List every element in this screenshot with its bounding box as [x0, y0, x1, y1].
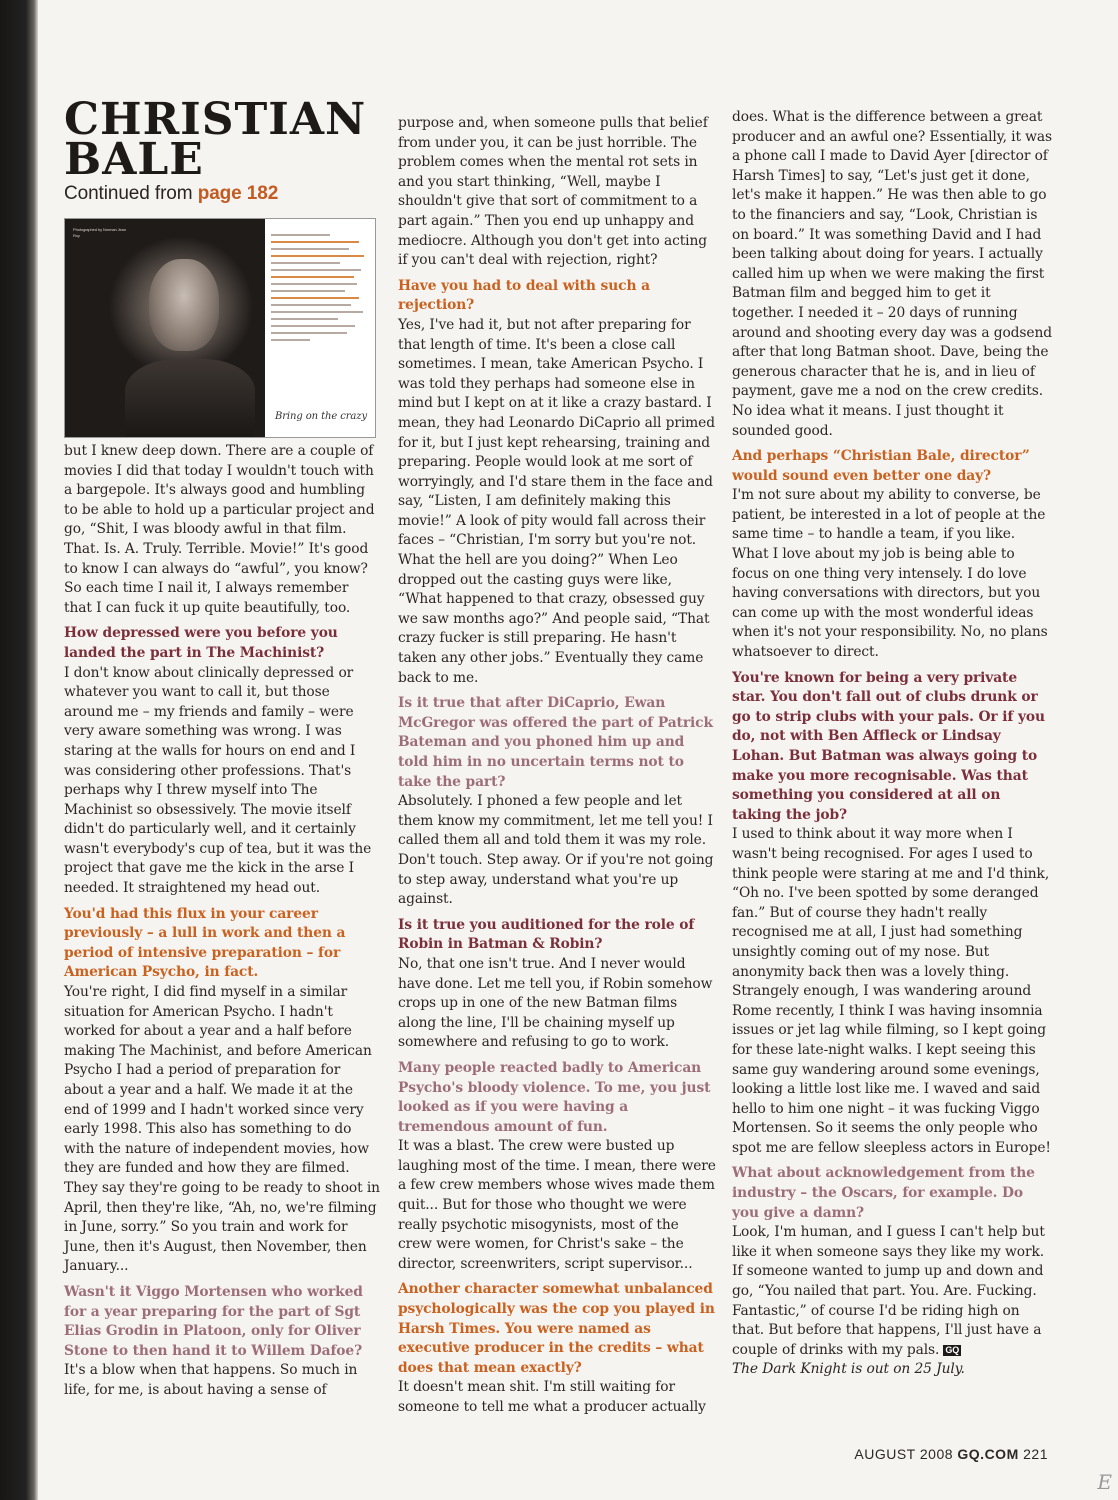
interview-answer: I don't know about clinically depressed or whatever you want to call it, but those around me – my friends and family – were very aware something was wrong. I was staring at the walls for hours on end and I was considering other professions. That's perhaps why I threw myself into The Machinist so obsessively. The movie itself didn't do particularly well, and it certainly wasn't everybody's cup of tea, but it was the project that gave me the kick in the arse I needed. It straightened my head out. — [64, 664, 372, 897]
continued-prefix: Continued from — [64, 183, 198, 204]
column-1-body — [64, 442, 380, 1401]
footer-page-number: 221 — [1018, 1446, 1048, 1462]
column-3-body — [732, 108, 1054, 1380]
interview-answer: I'm not sure about my ability to converse, be patient, be interested in a lot of people at the same time – to handle a team, if you like. What I love about my job is being able to focus on one thing very intensely. I do love having conversations with directors, but you can come up with the most wonderful ideas when it's not your responsibility. No, no plans whatsoever to direct. — [732, 487, 1048, 661]
interview-answer: I used to think about it way more when I wasn't being recognised. For ages I used to think people were staring at me and I'd think, “Oh no. I've been spotted by some deranged fan.” But of course they hadn't really recognised me at all, I just had something unsightly coming out of my nose. But anonymity back then was a lovely thing. Strangely enough, I was wandering around Rome recently, I think I was having insomnia issues or jet lag while filming, so I kept going for these late-night walks. I kept seeing this same guy wandering around some evenings, looking a little lost like me. I waved and said hello to him one night – it was fucking Viggo Mortensen. So it seems the only people who spot me are fellow sleepless actors in Europe! — [732, 826, 1051, 1156]
article-photo — [64, 218, 376, 438]
interview-answer: It was a blast. The crew were busted up laughing most of the time. I mean, there were a few crew members whose wives made them quit... But for those who thought we were really psychotic misogynists, most of the crew were women, for Christ's sake – the director, screenwriters, script supervisor... — [398, 1138, 716, 1272]
interview-answer: It's a blow when that happens. So much in life, for me, is about having a sense of — [64, 1362, 358, 1398]
release-note: The Dark Knight is out on 25 July. — [732, 1361, 965, 1378]
interview-answer: You're right, I did find myself in a similar situation for American Psycho. I hadn't worked for about a year and a half before making The Machinist, and before American Psycho I had a period of preparation for about a year and a half. We made it at the end of 1999 and I hadn't worked since very early 1998. This also has something to do with the nature of independent movies, how they are funded and how they are filmed. They say they're going to be ready to shoot in April, then they're like, “Ah, no, we're filming in June, sorry.” So you train and work for June, then it's August, then November, then January... — [64, 984, 380, 1275]
interview-question: Many people reacted badly to American Psycho's bloody violence. To me, you just looked as if you were having a tremendous amount of fun. — [398, 1059, 711, 1135]
portrait-face — [149, 259, 219, 351]
interview-question: Is it true that after DiCaprio, Ewan McGregor was offered the part of Patrick Bateman and you phoned him up and told him in no uncertain terms not to take the part? — [398, 695, 713, 790]
continued-line — [64, 182, 380, 206]
interview-answer: It doesn't mean shit. I'm still waiting for someone to tell me what a producer actually — [398, 1379, 706, 1415]
column-1 — [64, 94, 380, 1401]
photo-caption: Bring on the crazy — [274, 411, 367, 423]
cover-text-block — [271, 229, 369, 429]
interview-question: Wasn't it Viggo Mortensen who worked for a year preparing for the part of Sgt Elias Grodin in Platoon, only for Oliver Stone to then hand it to Willem Dafoe? — [64, 1283, 363, 1359]
interview-question: Have you had to deal with such a rejection? — [398, 277, 650, 314]
interview-answer: No, that one isn't true. And I never would have done. Let me tell you, if Robin somehow crops up in one of the new Batman films along the line, I'll be chaining myself up somewhere and refusing to go to work. — [398, 955, 713, 1051]
interview-question: Another character somewhat unbalanced psychologically was the cop you played in Harsh Times. You were named as executive producer in the credits – what does that mean exactly? — [398, 1281, 715, 1376]
interview-answer: does. What is the difference between a great producer and an awful one? Essentially, it was a phone call I made to David Ayer [director of Harsh Times] to say, “Let's just get it done, let's make it happen.” He was then able to go to the financiers and say, “Look, Christian is on board.” It was something David and I had been talking about doing for years. I actually called him up when we were making the first Batman film and begged him to get it together. I needed it – 20 days of running around and shooting every day was a godsend after that long Batman shoot. Dave, being the generous character that he is, and in lieu of payment, gave me a nod on the crew credits. No idea what it means. I just thought it sounded good. — [732, 109, 1052, 439]
corner-mark: E — [1097, 1470, 1112, 1494]
photo-credit: Photographed by Norman Jean Roy — [73, 227, 126, 238]
interview-question: How depressed were you before you landed the part in The Machinist? — [64, 625, 338, 661]
interview-answer: Look, I'm human, and I guess I can't help but like it when someone says they like my work. If someone wanted to jump up and down and go, “You nailed that part. You. Are. Fucking. Fantastic,” of course I'd be riding high on that. But before that happens, I'll just have a couple of drinks with my pals. GQ — [732, 1224, 1045, 1358]
magazine-spine-shadow — [0, 0, 38, 1500]
interview-answer: Absolutely. I phoned a few people and let them know my commitment, let me tell you! I called them all and told them it was my role. Don't touch. Step away. Or if you're not going to step away, understand what you're up against. — [398, 793, 714, 908]
interview-answer: purpose and, when someone pulls that belief from under you, it can be just horrible. The problem comes when the mental rot sets in and you start thinking, “Well, maybe I shouldn't give that sort of commitment to a part again.” Then you end up unhappy and mediocre. Although you don't get into acting if you can't deal with rejection, right? — [398, 115, 708, 269]
footer-issue: AUGUST 2008 — [854, 1446, 958, 1462]
interview-answer: Yes, I've had it, but not after preparing for that length of time. It's been a close call sometimes. I mean, take American Psycho. I was told they perhaps had someone else in mind but I kept on at it like a crazy bastard. I mean, they had Leonardo DiCaprio all primed for it, but I just kept rehearsing, training and preparing. People would look at me sort of worryingly, and I'd stare them in the face and say, “Listen, I am definitely making this movie!” A look of pity would fall across their faces – “Christian, I'm sorry but you're not. What the hell are you doing?” When Leo dropped out the casting guys were like, “What happened to that crazy, obsessed guy we saw months ago?” And people said, “That crazy fucker is still preparing. He hasn't taken any other jobs.” Eventually they came back to me. — [398, 316, 715, 686]
interview-question: You're known for being a very private star. You don't fall out of clubs drunk or go to strip clubs with your pals. Or if you do, not with Ben Affleck or Lindsay Lohan. But Batman was always going to make you more recognisable. Was that something you considered at all on taking the job? — [732, 669, 1045, 823]
column-2-body — [398, 114, 716, 1418]
continued-page-link[interactable]: page 182 — [197, 183, 279, 204]
interview-question: What about acknowledgement from the industry – the Oscars, for example. Do you give a damn? — [732, 1165, 1035, 1221]
portrait-shirt — [125, 359, 255, 438]
column-3 — [732, 108, 1054, 1380]
interview-answer: but I knew deep down. There are a couple of movies I did that today I wouldn't touch with a bargepole. It's always good and humbling to be able to hold up a particular project and go, “Shit, I was bloody awful in that film. That. Is. A. Truly. Terrible. Movie!” It's good to know I can always do “awful”, you know? So each time I nail it, I always remember that I can fuck it up quite beautifully, too. — [64, 443, 375, 616]
page-footer — [854, 1446, 1048, 1462]
footer-site[interactable]: GQ.COM — [957, 1446, 1019, 1462]
gq-endmark-icon: GQ — [945, 1344, 960, 1355]
interview-question: Is it true you auditioned for the role of Robin in Batman & Robin? — [398, 916, 695, 953]
column-2 — [398, 114, 716, 1418]
article-title: CHRISTIAN BALE — [64, 94, 367, 185]
portrait-image — [65, 219, 265, 437]
interview-question: You'd had this flux in your career previously – a lull in work and then a period of intensive preparation – for American Psycho, in fact. — [64, 905, 346, 981]
interview-question: And perhaps “Christian Bale, director” would sound even better one day? — [732, 448, 1030, 484]
